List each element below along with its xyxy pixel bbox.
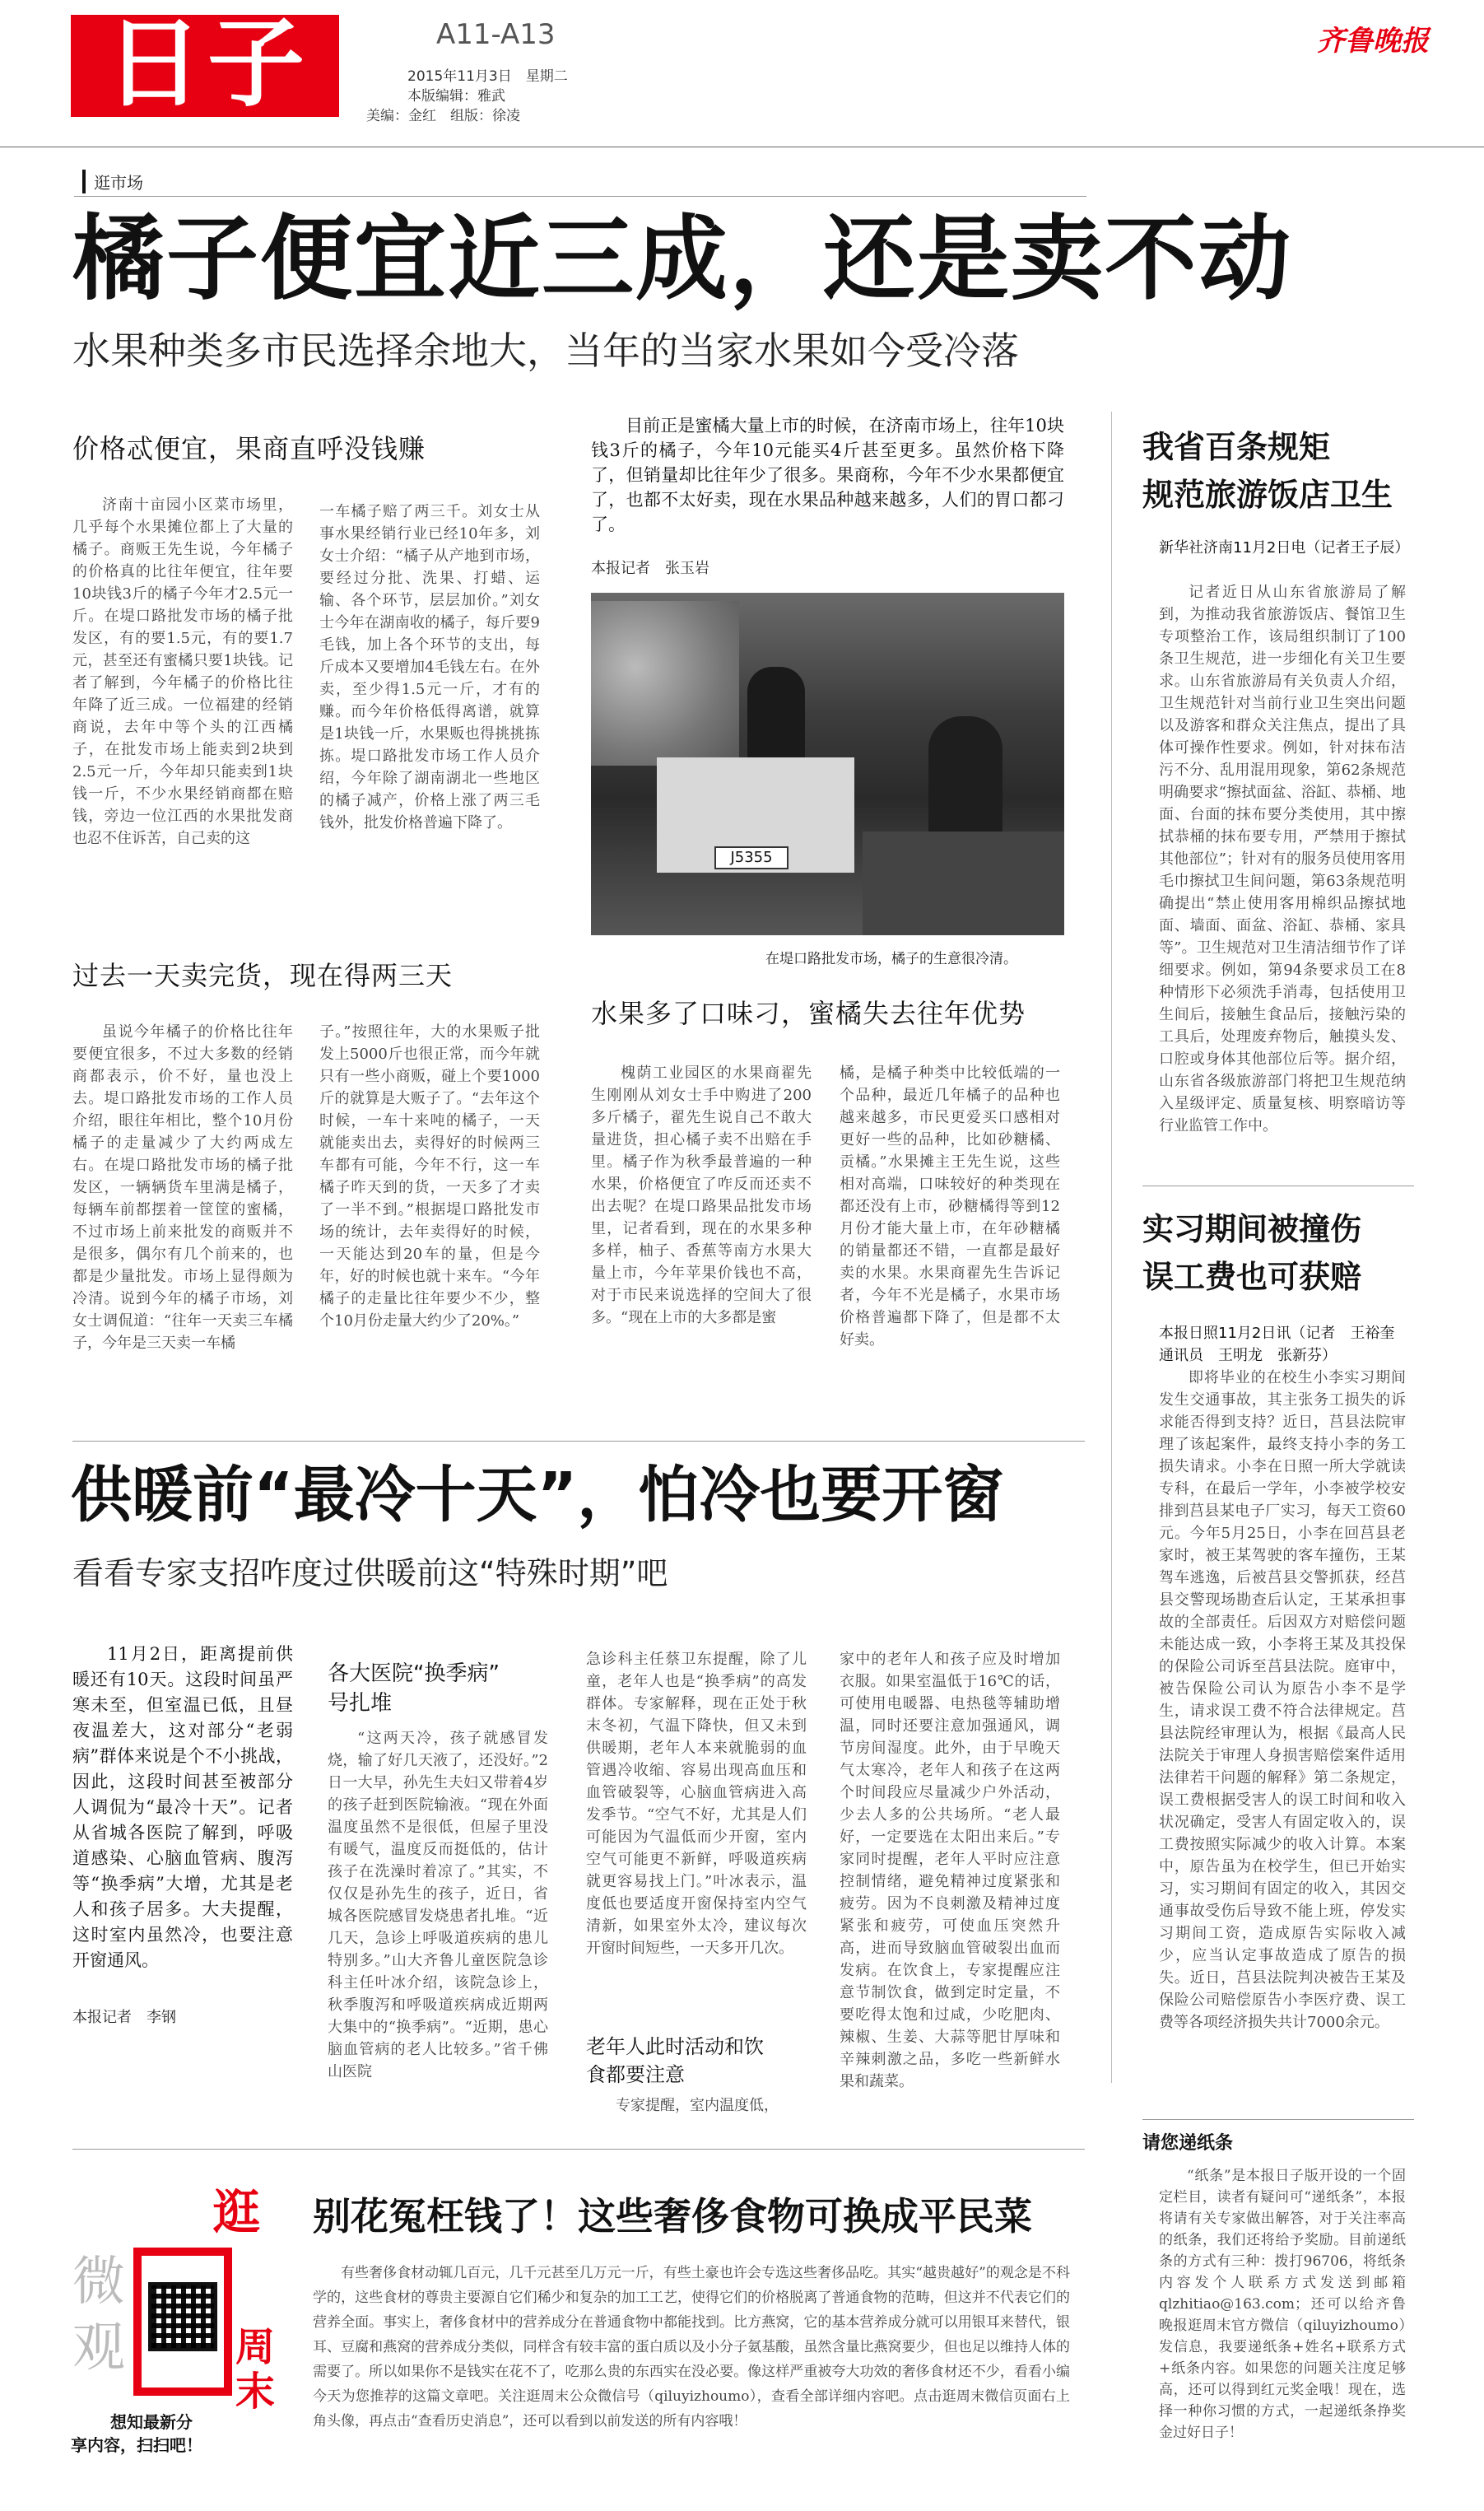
- bottom-side-weiguan-1: 微: [72, 2252, 125, 2313]
- photo-vendor-figure: [747, 667, 805, 766]
- mid-col4: 家中的老年人和孩子应及时增加衣服。如果室温低于16℃的话，可使用电暖器、电热毯等辅助增温，同时还要注意加强通风，调节房间湿度。此外，由于早晚天气太寒冷，老年人和孩子在这两个时间段应尽量减少户外活动，少去人多的公共场所。“老人最好，一定要选在太阳出来后。”专家同时提醒，老年人平时应注意控制情绪，避免精神过度紧张和疲劳。因为不良刺激及精神过度紧张和疲劳，可使血压突然升高，进而导致脑血管破裂出血而发病。在饮食上，专家提醒应注意节制饮食，做到定时定量，不要吃得太饱和过咸，少吃肥肉、辣椒、生姜、大蒜等肥甘厚味和辛辣刺激之品，多吃一些新鲜水果和蔬菜。: [840, 1651, 1060, 2090]
- photo-seller-figure: [928, 716, 1003, 840]
- photo-fruit-pile: [591, 601, 739, 766]
- mid-col3b: 专家提醒，室内温度低，: [616, 2097, 779, 2114]
- bottom-side-weiguan-2: 观: [72, 2318, 125, 2378]
- top-col5: 槐荫工业园区的水果商翟先生刚刚从刘女士手中购进了200多斤橘子，翟先生说自己不敢大量进货，担心橘子卖不出赔在手里。橘子作为秋季最普遍的一种水果，价格便宜了咋反而还卖不出去呢？在堤口路果品批发市场里，记者看到，现在的水果多种多样，柚子、香蕉等南方水果大量上市，今年苹果价钱也不高，对于市民来说选择的空间大了很多。“现在上市的大多都是蜜: [591, 1064, 812, 1326]
- top-col2: 一车橘子赔了两三千。刘女士从事水果经销行业已经10年多，刘女士介绍：“橘子从产地到市场，要经过分批、洗果、打蜡、运输、各个环节，层层加价。”刘女士今年在湖南收的橘子，每斤要9毛钱，加上各个环节的支出，每斤成本又要增加4毛钱左右。在外卖，至少得1.5元一斤，才有的赚。而今年价格低得离谱，就算是1块钱一斤，水果贩也得挑挑拣拣。堤口路批发市场工作人员介绍，今年除了湖南湖北一些地区的橘子减产，价格上涨了两三毛钱外，批发价格普遍下降了。: [319, 503, 540, 832]
- column-rule: [1111, 412, 1112, 2083]
- column-tag: 逛市场: [82, 170, 143, 193]
- column-tag-rule: [74, 196, 1086, 197]
- qr-code: [148, 2282, 217, 2351]
- bottom-side-red-2: 周末: [235, 2324, 276, 2415]
- mid-top-rule: [72, 1441, 1085, 1442]
- masthead-date: 2015年11月3日 星期二: [407, 68, 568, 85]
- bottom-top-rule: [72, 2149, 1085, 2150]
- right2-headline-2: 误工费也可获赔: [1142, 1259, 1362, 1295]
- mid-sub2: 老年人此时活动和饮: [586, 2035, 764, 2058]
- mid-subhead: 看看专家支招咋度过供暖前这“特殊时期”吧: [72, 1555, 668, 1591]
- mid-sub1b: 号扎堆: [328, 1691, 393, 1716]
- mid-headline: 供暖前“最冷十天”，怕冷也要开窗: [71, 1460, 1004, 1530]
- top-sub2: 过去一天卖完货，现在得两三天: [72, 960, 454, 991]
- bottom-side-red-1: 逛: [212, 2184, 261, 2240]
- mid-col3: 急诊科主任蔡卫东提醒，除了儿童，老年人也是“换季病”的高发群体。专家解释，现在正处于秋末冬初，气温下降快，但又未到供暖期，老年人本来就脆弱的血管遇冷收缩、容易出现高血压和血管破裂等，心脑血管病进入高发季节。“空气不好，尤其是人们可能因为气温低而少开窗，室内空气可能更不新鲜，呼吸道疾病就更容易找上门。”叶冰表示，温度低也要适度开窗保持室内空气清新，如果室外太冷，建议每次开窗时间短些，一天多开几次。: [586, 1651, 807, 1957]
- top-subhead: 水果种类多市民选择余地大，当年的当家水果如今受冷落: [72, 328, 1019, 373]
- masthead-pages: A11-A13: [436, 18, 556, 51]
- masthead-editor: 本版编辑：雅武: [407, 88, 505, 105]
- qr-caption-1: 想知最新分: [110, 2412, 193, 2432]
- top-lead: 目前正是蜜橘大量上市的时候，在济南市场上，往年10块钱3斤的橘子，今年10元能买4斤甚至更多。虽然价格下降了，但销量却比往年少了很多。果商称，今年不少水果都便宜了，也都不太好卖，现在水果品种越来越多，人们的胃口都刁了。: [591, 416, 1064, 534]
- notes-text: “纸条”是本报日子版开设的一个固定栏目，读者有疑问可“递纸条”，本报将请有关专家做出解答，对于关注率高的纸条，我们还将给予奖励。目前递纸条的方式有三种：拨打96706，将纸条内容发个人联系方式发送到邮箱qlzhitiao@163.com；还可以给齐鲁晚报逛周末官方微信（qiluyizhoumo）发信息，我要递纸条+姓名+联系方式+纸条内容。如果您的问题关注度足够高，还可以得到红元奖金哦！现在，选择一种你习惯的方式，一起递纸条挣奖金过好日子！: [1159, 2168, 1406, 2441]
- mid-sub2b: 食都要注意: [586, 2063, 685, 2086]
- right1-headline-1: 我省百条规矩: [1142, 429, 1331, 465]
- mid-lead: 11月2日，距离提前供暖还有10天。这段时间虽严寒未至，但室温已低，且昼夜温差大，这对部分“老弱病”群体来说是个不小挑战，因此，这段时间甚至被部分人调侃为“最冷十天”。记者从省城各医院了解到，呼吸道感染、心脑血管病、腹泻等“换季病”大增，尤其是老人和孩子居多。大夫提醒，这时室内虽然冷，也要注意开窗通风。: [72, 1644, 293, 1970]
- masthead-logo-text: 日子: [105, 7, 309, 120]
- masthead-paper-name: 齐鲁晚报: [1317, 25, 1429, 58]
- photo-caption: 在堤口路批发市场，橘子的生意很冷清。: [765, 951, 1017, 967]
- top-col1: 济南十亩园小区菜市场里，几乎每个水果摊位都上了大量的橘子。商贩王先生说，今年橘子的价格真的比往年便宜，往年要10块钱3斤的橘子今年才2.5元一斤。在堤口路批发市场的橘子批发区，有的要1.5元，有的要1.7元，甚至还有蜜橘只要1块钱。记者了解到，今年橘子的价格比往年降了近三成。一位福建的经销商说，去年中等个头的江西橘子，在批发市场上能卖到2块到2.5元一斤，今年却只能卖到1块钱一斤，不少水果经销商都在赔钱，旁边一位江西的水果批发商也忍不住诉苦，自己卖的这: [72, 496, 293, 847]
- masthead-design: 美编：金红 组版：徐凌: [366, 108, 520, 124]
- top-byline: 本报记者 张玉岩: [591, 560, 709, 577]
- right2-headline-1: 实习期间被撞伤: [1142, 1211, 1362, 1247]
- right-divider-2: [1142, 2119, 1414, 2120]
- notes-title: 请您递纸条: [1142, 2133, 1234, 2154]
- photo-license-plate: J5355: [714, 846, 789, 869]
- right2-text: 即将毕业的在校生小李实习期间发生交通事故，其主张务工损失的诉求能否得到支持？近日，莒县法院审理了该起案件，最终支持小李的务工损失请求。小李在日照一所大学就读专科，在最后一学年，小李被学校安排到莒县某电子厂实习，每天工资60元。今年5月25日，小李在回莒县老家时，被王某驾驶的客车撞伤，王某驾车逃逸，后被莒县交警抓获，经莒县交警现场勘查后认定，王某承担事故的全部责任。后因双方对赔偿问题未能达成一致，小李将王某及其投保的保险公司诉至莒县法院。庭审中，被告保险公司认为原告小李不是学生，请求误工费不符合法律规定。莒县法院经审理认为，根据《最高人民法院关于审理人身损害赔偿案件适用法律若干问题的解释》第二条规定，误工费根据受害人的误工时间和收入状况确定，受害人有固定收入的，误工费按照实际减少的收入计算。本案中，原告虽为在校学生，但已开始实习，实习期间有固定的收入，其因交通事故受伤后导致不能上班，停发实习期间工资，造成原告实际收入减少，应当认定事故造成了原告的损失。近日，莒县法院判决被告王某及保险公司赔偿原告小李医疗费、误工费等各项经济损失共计7000余元。: [1159, 1369, 1406, 2031]
- mid-byline: 本报记者 李钢: [72, 2009, 176, 2026]
- market-photo: [591, 593, 1064, 935]
- qr-caption-2: 享内容，扫扫吧！: [71, 2435, 202, 2455]
- bottom-text: 有些奢侈食材动辄几百元，几千元甚至几万元一斤，有些土豪也许会专选这些奢侈品吃。其实“越贵越好”的观念是不科学的，这些食材的尊贵主要源自它们稀少和复杂的加工工艺，使得它们的价格脱离了普通食物的范畴，但这并不代表它们的营养全面。事实上，奢侈食材中的营养成分在普通食物中都能找到。比方燕窝，它的基本营养成分就可以用银耳来替代，银耳、豆腐和燕窝的营养成分类似，同样含有较丰富的蛋白质以及小分子氨基酸，虽然含量比燕窝要少，但也足以维持人体的需要了。所以如果你不是钱实在花不了，吃那么贵的东西实在没必要。像这样严重被夸大功效的奢侈食材还不少，看看小编今天为您推荐的这篇文章吧。关注逛周末公众微信号（qiluyizhoumo），查看全部详细内容吧。点击逛周末微信页面右上角头像，再点击“查看历史消息”，还可以看到以前发送的所有内容哦！: [313, 2265, 1070, 2429]
- right2-dateline: 本报日照11月2日讯（记者 王裕奎 通讯员 王明龙 张新芬）: [1159, 1325, 1410, 1364]
- top-sub1: 价格忒便宜，果商直呼没钱赚: [72, 433, 426, 464]
- top-sub3: 水果多了口味刁，蜜橘失去往年优势: [591, 998, 1026, 1029]
- right1-headline-2: 规范旅游饭店卫生: [1142, 477, 1393, 513]
- top-headline: 橘子便宜近三成，还是卖不动: [72, 206, 1292, 313]
- top-col3: 虽说今年橘子的价格比往年要便宜很多，不过大多数的经销商都表示，价不好，量也没上去。堤口路批发市场的工作人员介绍，眼往年相比，整个10月份橘子的走量减少了大约两成左右。在堤口路批发市场的橘子批发区，一辆辆货车里满是橘子，每辆车前都摆着一筐筐的蜜橘，不过市场上前来批发的商贩并不是很多，偶尔有几个前来的，也都是少量批发。市场上显得颇为冷清。说到今年的橘子市场，刘女士调侃道：“往年一天卖三车橘子，今年是三天卖一车橘: [72, 1023, 293, 1352]
- right1-text: 记者近日从山东省旅游局了解到，为推动我省旅游饭店、餐馆卫生专项整治工作，该局组织制订了100条卫生规范，进一步细化有关卫生要求。山东省旅游局有关负责人介绍，卫生规范针对当前行业卫生突出问题以及游客和群众关注焦点，提出了具体可操作性要求。例如，针对抹布洁污不分、乱用混用现象，第62条规范明确要求“擦拭面盆、浴缸、恭桶、地面、台面的抹布要分类使用，其中擦拭恭桶的抹布要专用，严禁用于擦拭其他部位”；针对有的服务员使用客用毛巾擦拭卫生间问题，第63条规范明确提出“禁止使用客用棉织品擦拭地面、墙面、面盆、浴缸、恭桶、家具等”。卫生规范对卫生清洁细节作了详细要求。例如，第94条要求员工在8种情形下必须洗手消毒，包括使用卫生间后，接触生食品后，接触污染的工具后，处理废弃物后，触摸头发、口腔或身体其他部位后等。据介绍，山东省各级旅游部门将把卫生规范纳入星级评定、质量复核、明察暗访等行业监管工作中。: [1159, 584, 1406, 1134]
- right1-dateline: 新华社济南11月2日电（记者王子辰）: [1159, 539, 1410, 557]
- mid-col2: “这两天冷，孩子就感冒发烧，输了好几天液了，还没好。”2日一大早，孙先生夫妇又带着4岁的孩子赶到医院输液。“现在外面温度虽然不是很低，但屋子里没有暖气，温度反而挺低的，估计孩子在洗澡时着凉了。”其实，不仅仅是孙先生的孩子，近日，省城各医院感冒发烧患者扎堆。“近几天，急诊上呼吸道疾病的患儿特别多。”山大齐鲁儿童医院急诊科主任叶冰介绍，该院急诊上，秋季腹泻和呼吸道疾病成近期两大集中的“换季病”。“近期，患心脑血管病的老人比较多。”省千佛山医院: [328, 1730, 548, 2080]
- bottom-headline: 别花冤枉钱了！这些奢侈食物可换成平民菜: [313, 2194, 1032, 2238]
- photo-crates: [863, 832, 1064, 935]
- top-col6: 橘，是橘子种类中比较低端的一个品种，最近几年橘子的品种也越来越多，市民更爱买口感相对更好一些的品种，比如砂糖橘、贡橘。”水果摊主王先生说，这些相对高端，口味较好的种类现在都还没有上市，砂糖橘得等到12月份才能大量上市，在年砂糖橘的销量都还不错，一直都是最好卖的水果。水果商翟先生告诉记者，今年不光是橘子，水果市场价格普遍都下降了，但是都不太好卖。: [840, 1064, 1060, 1349]
- mid-sub1: 各大医院“换季病”: [328, 1661, 500, 1686]
- top-col4: 子。”按照往年，大的水果贩子批发上5000斤也很正常，而今年就只有一些小商贩，碰上个要1000斤的就算是大贩子了。“去年这个时候，一车十来吨的橘子，一天就能卖出去，卖得好的时候两三车都有可能，今年不行，这一车橘子昨天到的货，一天多了才卖了一半不到。”根据堤口路批发市场的统计，去年卖得好的时候，一天能达到20车的量，但是今年，好的时候也就十来车。“今年橘子的走量比往年要少不少，整个10月份走量大约少了20%。”: [319, 1023, 540, 1330]
